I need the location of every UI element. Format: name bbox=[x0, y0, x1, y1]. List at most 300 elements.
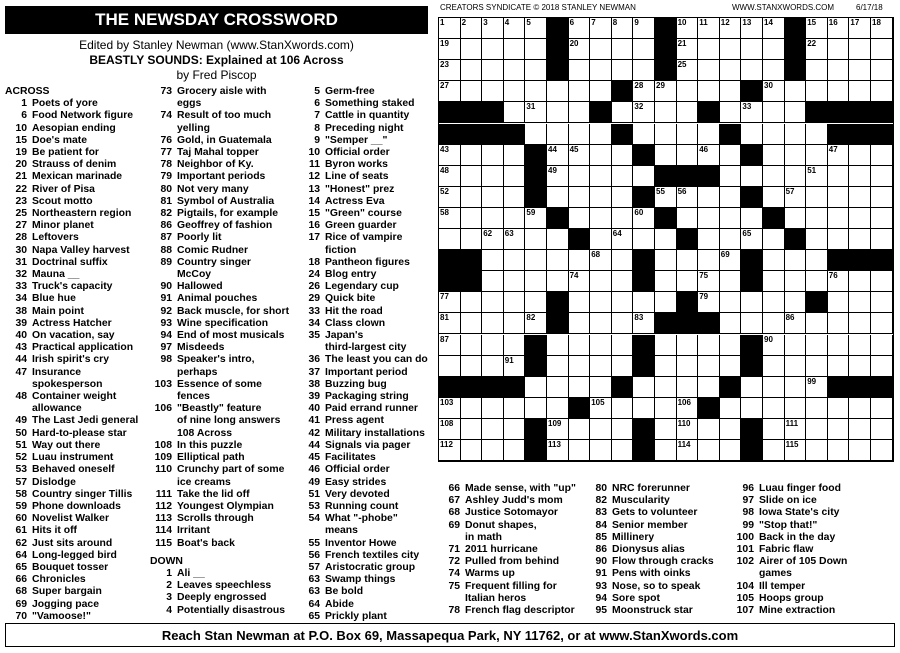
grid-cell[interactable] bbox=[677, 39, 699, 60]
grid-cell[interactable] bbox=[741, 18, 763, 39]
grid-cell[interactable] bbox=[871, 39, 893, 60]
grid-cell[interactable] bbox=[698, 208, 720, 229]
grid-cell[interactable] bbox=[569, 377, 591, 398]
grid-cell[interactable] bbox=[741, 208, 763, 229]
grid-cell[interactable] bbox=[828, 335, 850, 356]
grid-cell[interactable] bbox=[806, 18, 828, 39]
grid-cell[interactable] bbox=[439, 313, 461, 334]
grid-cell[interactable] bbox=[849, 187, 871, 208]
grid-cell[interactable] bbox=[504, 356, 526, 377]
grid-cell[interactable] bbox=[547, 271, 569, 292]
grid-cell[interactable] bbox=[655, 124, 677, 145]
grid-cell[interactable] bbox=[655, 145, 677, 166]
grid-cell[interactable] bbox=[720, 187, 742, 208]
grid-cell[interactable] bbox=[698, 250, 720, 271]
grid-cell[interactable] bbox=[504, 440, 526, 461]
grid-cell[interactable] bbox=[741, 292, 763, 313]
grid-cell[interactable] bbox=[569, 166, 591, 187]
grid-cell[interactable] bbox=[720, 166, 742, 187]
grid-cell[interactable] bbox=[461, 60, 483, 81]
grid-cell[interactable] bbox=[720, 398, 742, 419]
grid-cell[interactable] bbox=[612, 335, 634, 356]
grid-cell[interactable] bbox=[504, 60, 526, 81]
grid-cell[interactable] bbox=[698, 419, 720, 440]
grid-cell[interactable] bbox=[590, 60, 612, 81]
grid-cell[interactable] bbox=[849, 81, 871, 102]
grid-cell[interactable] bbox=[698, 124, 720, 145]
grid-cell[interactable] bbox=[698, 229, 720, 250]
grid-cell[interactable] bbox=[871, 81, 893, 102]
grid-cell[interactable] bbox=[785, 81, 807, 102]
grid-cell[interactable] bbox=[806, 419, 828, 440]
grid-cell[interactable] bbox=[763, 440, 785, 461]
grid-cell[interactable] bbox=[871, 187, 893, 208]
grid-cell[interactable] bbox=[785, 377, 807, 398]
grid-cell[interactable] bbox=[785, 271, 807, 292]
grid-cell[interactable] bbox=[698, 39, 720, 60]
grid-cell[interactable] bbox=[806, 229, 828, 250]
grid-cell[interactable] bbox=[482, 18, 504, 39]
grid-cell[interactable] bbox=[461, 208, 483, 229]
grid-cell[interactable] bbox=[612, 229, 634, 250]
grid-cell[interactable] bbox=[504, 81, 526, 102]
grid-cell[interactable] bbox=[677, 81, 699, 102]
grid-cell[interactable] bbox=[590, 377, 612, 398]
grid-cell[interactable] bbox=[741, 166, 763, 187]
grid-cell[interactable] bbox=[612, 292, 634, 313]
grid-cell[interactable] bbox=[461, 313, 483, 334]
grid-cell[interactable] bbox=[569, 145, 591, 166]
grid-cell[interactable] bbox=[482, 356, 504, 377]
grid-cell[interactable] bbox=[849, 313, 871, 334]
grid-cell[interactable] bbox=[655, 419, 677, 440]
grid-cell[interactable] bbox=[849, 292, 871, 313]
grid-cell[interactable] bbox=[569, 81, 591, 102]
grid-cell[interactable] bbox=[677, 102, 699, 123]
grid-cell[interactable] bbox=[482, 313, 504, 334]
grid-cell[interactable] bbox=[612, 39, 634, 60]
grid-cell[interactable] bbox=[612, 166, 634, 187]
grid-cell[interactable] bbox=[569, 102, 591, 123]
grid-cell[interactable] bbox=[785, 398, 807, 419]
grid-cell[interactable] bbox=[439, 208, 461, 229]
grid-cell[interactable] bbox=[633, 18, 655, 39]
grid-cell[interactable] bbox=[439, 81, 461, 102]
grid-cell[interactable] bbox=[590, 250, 612, 271]
grid-cell[interactable] bbox=[720, 313, 742, 334]
grid-cell[interactable] bbox=[525, 18, 547, 39]
grid-cell[interactable] bbox=[828, 313, 850, 334]
grid-cell[interactable] bbox=[569, 60, 591, 81]
grid-cell[interactable] bbox=[612, 419, 634, 440]
grid-cell[interactable] bbox=[849, 229, 871, 250]
grid-cell[interactable] bbox=[482, 398, 504, 419]
grid-cell[interactable] bbox=[569, 124, 591, 145]
grid-cell[interactable] bbox=[547, 398, 569, 419]
grid-cell[interactable] bbox=[763, 335, 785, 356]
grid-cell[interactable] bbox=[461, 187, 483, 208]
grid-cell[interactable] bbox=[504, 208, 526, 229]
grid-cell[interactable] bbox=[482, 208, 504, 229]
grid-cell[interactable] bbox=[655, 102, 677, 123]
grid-cell[interactable] bbox=[525, 102, 547, 123]
grid-cell[interactable] bbox=[612, 250, 634, 271]
grid-cell[interactable] bbox=[569, 208, 591, 229]
grid-cell[interactable] bbox=[763, 60, 785, 81]
grid-cell[interactable] bbox=[547, 377, 569, 398]
grid-cell[interactable] bbox=[741, 39, 763, 60]
grid-cell[interactable] bbox=[806, 377, 828, 398]
grid-cell[interactable] bbox=[720, 102, 742, 123]
grid-cell[interactable] bbox=[547, 440, 569, 461]
grid-cell[interactable] bbox=[633, 39, 655, 60]
grid-cell[interactable] bbox=[828, 271, 850, 292]
grid-cell[interactable] bbox=[785, 335, 807, 356]
grid-cell[interactable] bbox=[590, 39, 612, 60]
grid-cell[interactable] bbox=[785, 145, 807, 166]
grid-cell[interactable] bbox=[763, 187, 785, 208]
grid-cell[interactable] bbox=[612, 208, 634, 229]
grid-cell[interactable] bbox=[547, 187, 569, 208]
grid-cell[interactable] bbox=[720, 419, 742, 440]
grid-cell[interactable] bbox=[504, 419, 526, 440]
grid-cell[interactable] bbox=[482, 187, 504, 208]
grid-cell[interactable] bbox=[590, 166, 612, 187]
grid-cell[interactable] bbox=[828, 419, 850, 440]
grid-cell[interactable] bbox=[525, 377, 547, 398]
grid-cell[interactable] bbox=[677, 335, 699, 356]
grid-cell[interactable] bbox=[806, 250, 828, 271]
grid-cell[interactable] bbox=[828, 398, 850, 419]
grid-cell[interactable] bbox=[612, 440, 634, 461]
grid-cell[interactable] bbox=[806, 124, 828, 145]
grid-cell[interactable] bbox=[720, 145, 742, 166]
grid-cell[interactable] bbox=[504, 292, 526, 313]
grid-cell[interactable] bbox=[439, 166, 461, 187]
grid-cell[interactable] bbox=[763, 145, 785, 166]
grid-cell[interactable] bbox=[590, 313, 612, 334]
grid-cell[interactable] bbox=[461, 81, 483, 102]
grid-cell[interactable] bbox=[849, 39, 871, 60]
grid-cell[interactable] bbox=[677, 250, 699, 271]
grid-cell[interactable] bbox=[806, 356, 828, 377]
grid-cell[interactable] bbox=[590, 145, 612, 166]
grid-cell[interactable] bbox=[547, 419, 569, 440]
grid-cell[interactable] bbox=[763, 250, 785, 271]
grid-cell[interactable] bbox=[525, 250, 547, 271]
grid-cell[interactable] bbox=[525, 398, 547, 419]
grid-cell[interactable] bbox=[698, 145, 720, 166]
grid-cell[interactable] bbox=[461, 335, 483, 356]
grid-cell[interactable] bbox=[569, 39, 591, 60]
grid-cell[interactable] bbox=[871, 440, 893, 461]
grid-cell[interactable] bbox=[849, 60, 871, 81]
grid-cell[interactable] bbox=[547, 124, 569, 145]
grid-cell[interactable] bbox=[871, 271, 893, 292]
grid-cell[interactable] bbox=[698, 440, 720, 461]
grid-cell[interactable] bbox=[720, 18, 742, 39]
grid-cell[interactable] bbox=[590, 124, 612, 145]
grid-cell[interactable] bbox=[763, 313, 785, 334]
grid-cell[interactable] bbox=[525, 292, 547, 313]
grid-cell[interactable] bbox=[590, 356, 612, 377]
grid-cell[interactable] bbox=[871, 229, 893, 250]
grid-cell[interactable] bbox=[655, 335, 677, 356]
grid-cell[interactable] bbox=[828, 292, 850, 313]
grid-cell[interactable] bbox=[828, 208, 850, 229]
grid-cell[interactable] bbox=[482, 81, 504, 102]
grid-cell[interactable] bbox=[569, 271, 591, 292]
grid-cell[interactable] bbox=[741, 398, 763, 419]
grid-cell[interactable] bbox=[482, 440, 504, 461]
grid-cell[interactable] bbox=[461, 292, 483, 313]
grid-cell[interactable] bbox=[612, 145, 634, 166]
grid-cell[interactable] bbox=[612, 187, 634, 208]
grid-cell[interactable] bbox=[439, 229, 461, 250]
grid-cell[interactable] bbox=[828, 39, 850, 60]
grid-cell[interactable] bbox=[633, 208, 655, 229]
grid-cell[interactable] bbox=[547, 335, 569, 356]
grid-cell[interactable] bbox=[720, 208, 742, 229]
grid-cell[interactable] bbox=[590, 81, 612, 102]
grid-cell[interactable] bbox=[525, 229, 547, 250]
grid-cell[interactable] bbox=[655, 440, 677, 461]
grid-cell[interactable] bbox=[633, 398, 655, 419]
grid-cell[interactable] bbox=[569, 313, 591, 334]
grid-cell[interactable] bbox=[569, 187, 591, 208]
grid-cell[interactable] bbox=[461, 440, 483, 461]
grid-cell[interactable] bbox=[677, 440, 699, 461]
grid-cell[interactable] bbox=[806, 187, 828, 208]
grid-cell[interactable] bbox=[741, 229, 763, 250]
grid-cell[interactable] bbox=[633, 124, 655, 145]
grid-cell[interactable] bbox=[461, 398, 483, 419]
grid-cell[interactable] bbox=[720, 292, 742, 313]
grid-cell[interactable] bbox=[569, 419, 591, 440]
grid-cell[interactable] bbox=[439, 187, 461, 208]
grid-cell[interactable] bbox=[871, 335, 893, 356]
grid-cell[interactable] bbox=[569, 292, 591, 313]
grid-cell[interactable] bbox=[677, 124, 699, 145]
grid-cell[interactable] bbox=[525, 271, 547, 292]
grid-cell[interactable] bbox=[677, 377, 699, 398]
grid-cell[interactable] bbox=[547, 229, 569, 250]
grid-cell[interactable] bbox=[633, 166, 655, 187]
grid-cell[interactable] bbox=[741, 313, 763, 334]
grid-cell[interactable] bbox=[590, 187, 612, 208]
grid-cell[interactable] bbox=[461, 18, 483, 39]
grid-cell[interactable] bbox=[655, 187, 677, 208]
grid-cell[interactable] bbox=[439, 60, 461, 81]
grid-cell[interactable] bbox=[785, 250, 807, 271]
grid-cell[interactable] bbox=[504, 166, 526, 187]
grid-cell[interactable] bbox=[785, 313, 807, 334]
grid-cell[interactable] bbox=[677, 187, 699, 208]
grid-cell[interactable] bbox=[785, 356, 807, 377]
grid-cell[interactable] bbox=[849, 145, 871, 166]
grid-cell[interactable] bbox=[763, 419, 785, 440]
grid-cell[interactable] bbox=[590, 419, 612, 440]
grid-cell[interactable] bbox=[439, 39, 461, 60]
grid-cell[interactable] bbox=[569, 356, 591, 377]
grid-cell[interactable] bbox=[547, 81, 569, 102]
grid-cell[interactable] bbox=[741, 124, 763, 145]
grid-cell[interactable] bbox=[806, 166, 828, 187]
grid-cell[interactable] bbox=[504, 18, 526, 39]
grid-cell[interactable] bbox=[504, 229, 526, 250]
grid-cell[interactable] bbox=[763, 81, 785, 102]
grid-cell[interactable] bbox=[828, 187, 850, 208]
grid-cell[interactable] bbox=[741, 377, 763, 398]
grid-cell[interactable] bbox=[590, 229, 612, 250]
grid-cell[interactable] bbox=[655, 398, 677, 419]
grid-cell[interactable] bbox=[504, 102, 526, 123]
grid-cell[interactable] bbox=[828, 166, 850, 187]
grid-cell[interactable] bbox=[806, 81, 828, 102]
grid-cell[interactable] bbox=[590, 208, 612, 229]
grid-cell[interactable] bbox=[612, 18, 634, 39]
grid-cell[interactable] bbox=[525, 39, 547, 60]
grid-cell[interactable] bbox=[525, 313, 547, 334]
grid-cell[interactable] bbox=[461, 356, 483, 377]
grid-cell[interactable] bbox=[871, 313, 893, 334]
grid-cell[interactable] bbox=[482, 335, 504, 356]
grid-cell[interactable] bbox=[590, 271, 612, 292]
grid-cell[interactable] bbox=[720, 440, 742, 461]
grid-cell[interactable] bbox=[806, 208, 828, 229]
grid-cell[interactable] bbox=[871, 166, 893, 187]
grid-cell[interactable] bbox=[482, 39, 504, 60]
grid-cell[interactable] bbox=[525, 124, 547, 145]
grid-cell[interactable] bbox=[785, 102, 807, 123]
grid-cell[interactable] bbox=[720, 271, 742, 292]
grid-cell[interactable] bbox=[785, 124, 807, 145]
grid-cell[interactable] bbox=[439, 419, 461, 440]
grid-cell[interactable] bbox=[763, 39, 785, 60]
grid-cell[interactable] bbox=[633, 313, 655, 334]
grid-cell[interactable] bbox=[677, 419, 699, 440]
grid-cell[interactable] bbox=[698, 60, 720, 81]
grid-cell[interactable] bbox=[482, 145, 504, 166]
grid-cell[interactable] bbox=[569, 250, 591, 271]
grid-cell[interactable] bbox=[504, 145, 526, 166]
grid-cell[interactable] bbox=[677, 271, 699, 292]
grid-cell[interactable] bbox=[569, 18, 591, 39]
grid-cell[interactable] bbox=[655, 229, 677, 250]
grid-cell[interactable] bbox=[785, 440, 807, 461]
grid-cell[interactable] bbox=[806, 39, 828, 60]
grid-cell[interactable] bbox=[785, 208, 807, 229]
grid-cell[interactable] bbox=[806, 313, 828, 334]
grid-cell[interactable] bbox=[482, 60, 504, 81]
grid-cell[interactable] bbox=[849, 419, 871, 440]
grid-cell[interactable] bbox=[633, 292, 655, 313]
grid-cell[interactable] bbox=[655, 81, 677, 102]
grid-cell[interactable] bbox=[439, 145, 461, 166]
grid-cell[interactable] bbox=[741, 60, 763, 81]
grid-cell[interactable] bbox=[763, 166, 785, 187]
grid-cell[interactable] bbox=[871, 208, 893, 229]
grid-cell[interactable] bbox=[785, 187, 807, 208]
grid-cell[interactable] bbox=[482, 292, 504, 313]
grid-cell[interactable] bbox=[806, 398, 828, 419]
grid-cell[interactable] bbox=[569, 440, 591, 461]
grid-cell[interactable] bbox=[590, 292, 612, 313]
grid-cell[interactable] bbox=[612, 102, 634, 123]
grid-cell[interactable] bbox=[741, 102, 763, 123]
grid-cell[interactable] bbox=[677, 208, 699, 229]
grid-cell[interactable] bbox=[590, 335, 612, 356]
grid-cell[interactable] bbox=[633, 60, 655, 81]
grid-cell[interactable] bbox=[849, 271, 871, 292]
grid-cell[interactable] bbox=[828, 81, 850, 102]
grid-cell[interactable] bbox=[677, 145, 699, 166]
grid-cell[interactable] bbox=[871, 60, 893, 81]
grid-cell[interactable] bbox=[633, 229, 655, 250]
grid-cell[interactable] bbox=[655, 292, 677, 313]
grid-cell[interactable] bbox=[720, 250, 742, 271]
grid-cell[interactable] bbox=[763, 102, 785, 123]
grid-cell[interactable] bbox=[439, 335, 461, 356]
grid-cell[interactable] bbox=[439, 292, 461, 313]
grid-cell[interactable] bbox=[828, 229, 850, 250]
grid-cell[interactable] bbox=[698, 187, 720, 208]
grid-cell[interactable] bbox=[525, 60, 547, 81]
grid-cell[interactable] bbox=[720, 60, 742, 81]
grid-cell[interactable] bbox=[828, 18, 850, 39]
grid-cell[interactable] bbox=[720, 39, 742, 60]
grid-cell[interactable] bbox=[504, 398, 526, 419]
grid-cell[interactable] bbox=[633, 377, 655, 398]
grid-cell[interactable] bbox=[849, 356, 871, 377]
grid-cell[interactable] bbox=[698, 271, 720, 292]
grid-cell[interactable] bbox=[547, 145, 569, 166]
grid-cell[interactable] bbox=[849, 18, 871, 39]
grid-cell[interactable] bbox=[763, 124, 785, 145]
grid-cell[interactable] bbox=[439, 18, 461, 39]
grid-cell[interactable] bbox=[720, 229, 742, 250]
grid-cell[interactable] bbox=[806, 60, 828, 81]
grid-cell[interactable] bbox=[482, 166, 504, 187]
grid-cell[interactable] bbox=[547, 166, 569, 187]
grid-cell[interactable] bbox=[547, 102, 569, 123]
grid-cell[interactable] bbox=[871, 356, 893, 377]
grid-cell[interactable] bbox=[806, 145, 828, 166]
grid-cell[interactable] bbox=[655, 271, 677, 292]
grid-cell[interactable] bbox=[504, 271, 526, 292]
grid-cell[interactable] bbox=[612, 356, 634, 377]
grid-cell[interactable] bbox=[785, 166, 807, 187]
grid-cell[interactable] bbox=[698, 18, 720, 39]
grid-cell[interactable] bbox=[612, 398, 634, 419]
grid-cell[interactable] bbox=[547, 356, 569, 377]
grid-cell[interactable] bbox=[504, 39, 526, 60]
grid-cell[interactable] bbox=[763, 356, 785, 377]
grid-cell[interactable] bbox=[871, 398, 893, 419]
grid-cell[interactable] bbox=[482, 250, 504, 271]
grid-cell[interactable] bbox=[677, 356, 699, 377]
grid-cell[interactable] bbox=[461, 145, 483, 166]
grid-cell[interactable] bbox=[806, 271, 828, 292]
grid-cell[interactable] bbox=[698, 377, 720, 398]
grid-cell[interactable] bbox=[439, 440, 461, 461]
grid-cell[interactable] bbox=[698, 292, 720, 313]
grid-cell[interactable] bbox=[785, 419, 807, 440]
grid-cell[interactable] bbox=[482, 419, 504, 440]
grid-cell[interactable] bbox=[720, 356, 742, 377]
grid-cell[interactable] bbox=[720, 335, 742, 356]
grid-cell[interactable] bbox=[461, 39, 483, 60]
